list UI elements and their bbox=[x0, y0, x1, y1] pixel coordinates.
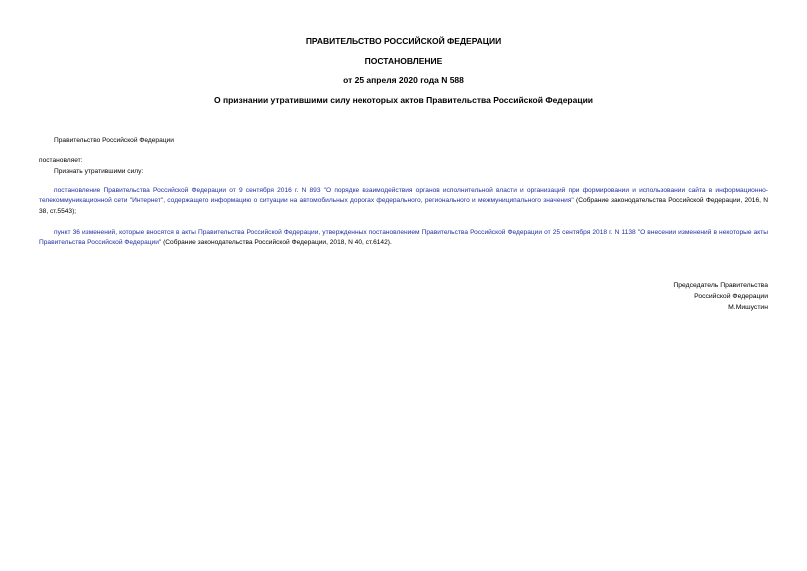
declare-text: Признать утратившими силу: bbox=[54, 168, 144, 175]
document-date-number: от 25 апреля 2020 года N 588 bbox=[343, 75, 464, 85]
repealed-item-1 bbox=[39, 186, 768, 217]
decree-893-link[interactable]: постановление Правительства Российской Федерации от 9 сентября 2016 г. N 893 "О порядке взаимодействия органов исполнительной власти и организаций при формировании и использовании сайта в информационно-телекоммуникационной сети "Интернет", содержащего информацию о ситуации на автомобильных дорогах федерального, регионального и межмуниципального значения" bbox=[39, 187, 768, 205]
signatory-country: Российской Федерации bbox=[694, 293, 768, 300]
document-title: О признании утратившими силу некоторых актов Правительства Российской Федерации bbox=[213, 95, 594, 105]
item-2-source: (Собрание законодательства Российской Федерации, 2018, N 40, ст.6142). bbox=[161, 239, 392, 247]
issuer-heading: ПРАВИТЕЛЬСТВО РОССИЙСКОЙ ФЕДЕРАЦИИ bbox=[305, 36, 502, 46]
signatory-position: Председатель Правительства bbox=[673, 282, 768, 289]
repealed-item-2 bbox=[39, 228, 768, 249]
item-1-source: (Собрание законодательства Российской Федерации, 2016, N 38, ст.5543); bbox=[39, 197, 768, 215]
signatory-name: М.Мишустин bbox=[728, 304, 768, 311]
document-type-heading: ПОСТАНОВЛЕНИЕ bbox=[364, 56, 443, 66]
decree-1138-link[interactable]: пункт 36 изменений, которые вносятся в акты Правительства Российской Федерации, утвержденных постановлением Правительства Российской Федерации от 25 сентября 2018 г. N 1138 "О внесении изменений в некоторые акты Правительства Российской Федерации" bbox=[39, 229, 768, 247]
government-text: Правительство Российской Федерации bbox=[54, 137, 174, 144]
decides-text: постановляет: bbox=[39, 157, 83, 164]
